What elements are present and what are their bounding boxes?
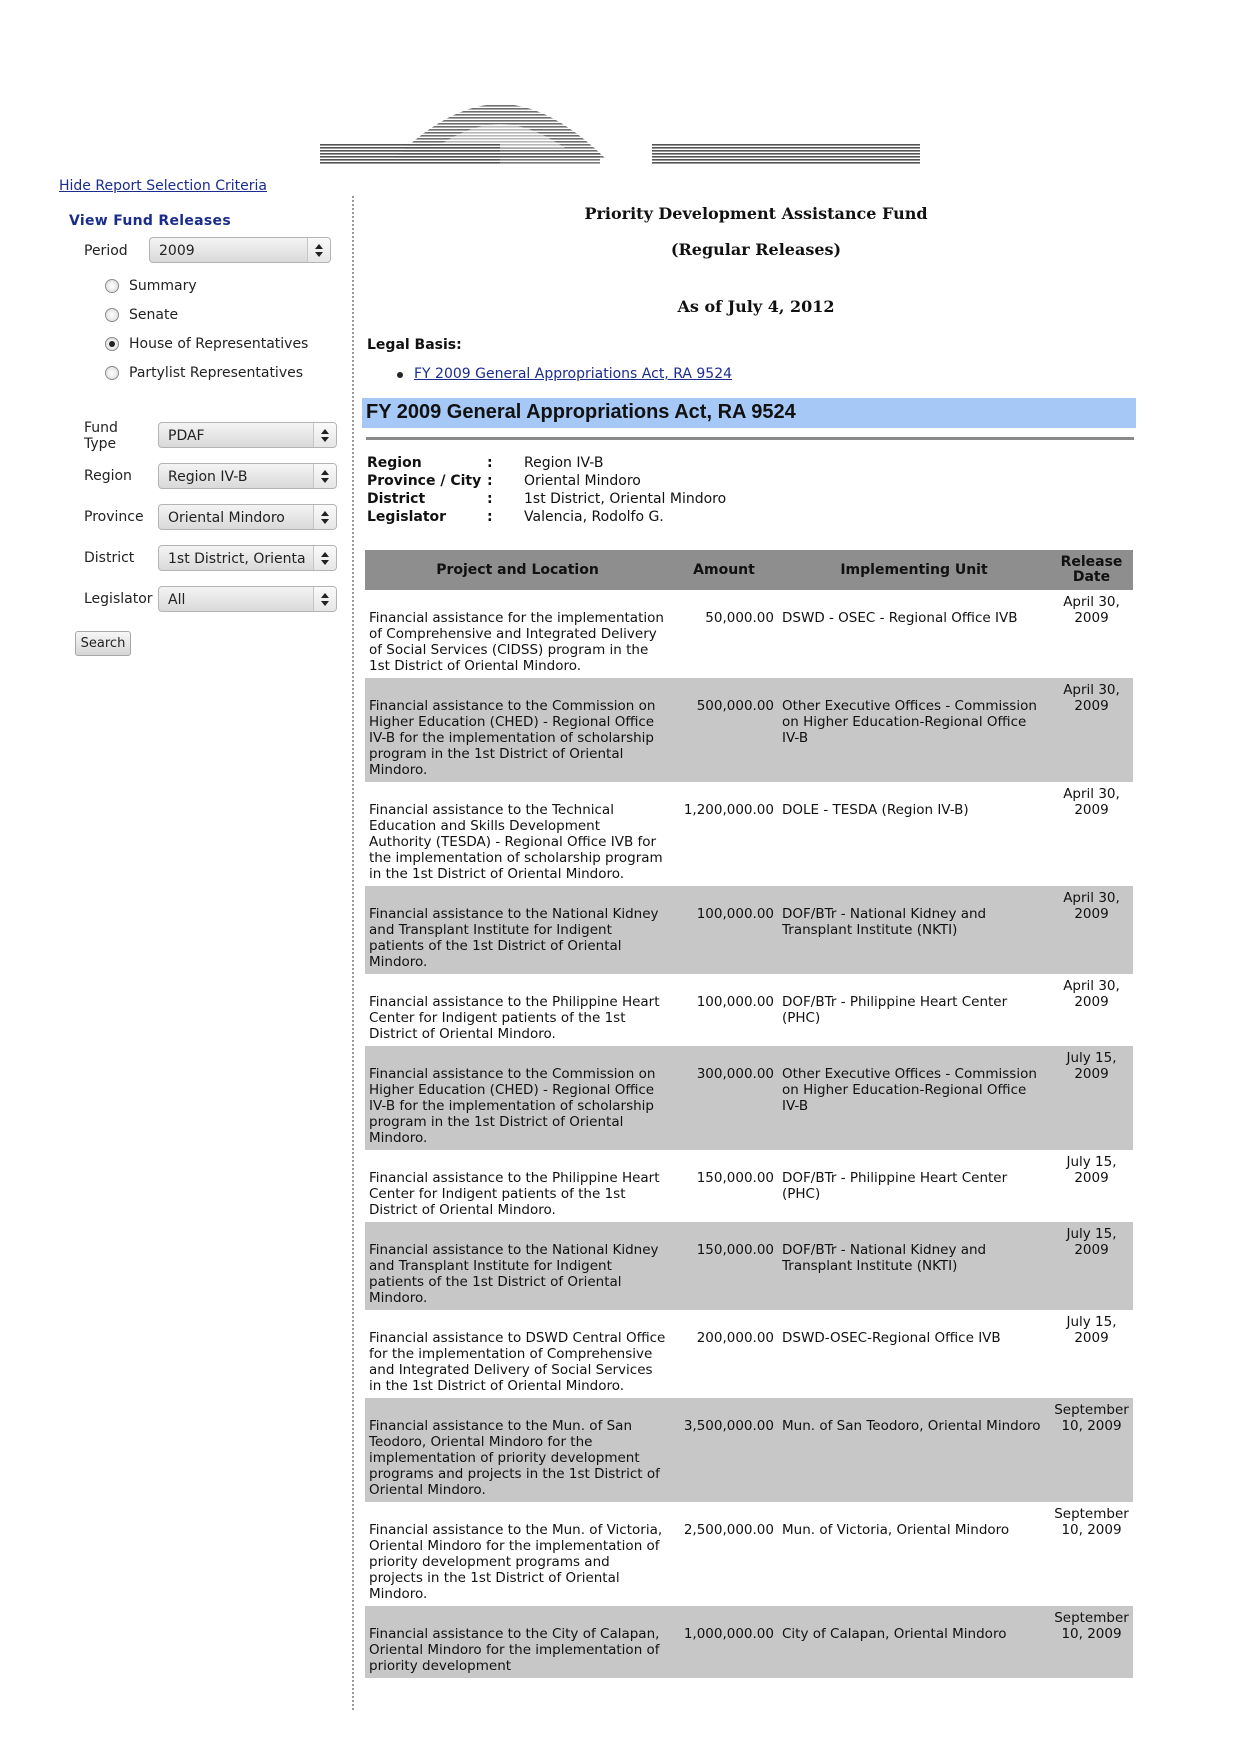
table-body	[365, 590, 1133, 1678]
cell-unit: DOF/BTr - National Kidney and Transplant Institute (NKTI)	[778, 1222, 1050, 1310]
radio-senate-icon	[105, 308, 119, 322]
district-select-arrows-icon	[313, 546, 336, 570]
table-row	[365, 678, 1133, 782]
fund-type-label-line2: Type	[84, 436, 117, 452]
info-colon: :	[487, 473, 493, 489]
cell-project: Financial assistance to the Commission on Higher Education (CHED) - Regional Office IV-B for the implementation of scholarship program in the 1st District of Oriental Mindoro.	[365, 1046, 670, 1150]
section-rule	[366, 437, 1134, 440]
cell-amount: 100,000.00	[670, 974, 778, 1046]
district-label: District	[84, 550, 135, 566]
table-row	[365, 1606, 1133, 1678]
radio-house-icon	[105, 337, 119, 351]
table-row	[365, 1150, 1133, 1222]
view-fund-releases-title: View Fund Releases	[69, 213, 231, 229]
cell-date: July 15, 2009	[1050, 1310, 1133, 1398]
cell-unit: DOF/BTr - Philippine Heart Center (PHC)	[778, 1150, 1050, 1222]
period-select-arrows-icon	[307, 238, 330, 262]
cell-unit: Other Executive Offices - Commission on Higher Education-Regional Office IV-B	[778, 678, 1050, 782]
header-banner-logo	[300, 96, 940, 182]
province-select[interactable]	[158, 504, 337, 530]
info-value: 1st District, Oriental Mindoro	[524, 491, 727, 507]
table-row	[365, 782, 1133, 886]
cell-amount: 3,500,000.00	[670, 1398, 778, 1502]
sidebar-divider	[352, 196, 354, 1710]
info-value: Oriental Mindoro	[524, 473, 641, 489]
table-row	[365, 1222, 1133, 1310]
cell-unit: DOF/BTr - National Kidney and Transplant Institute (NKTI)	[778, 886, 1050, 974]
cell-unit: Mun. of San Teodoro, Oriental Mindoro	[778, 1398, 1050, 1502]
info-key: Region	[367, 455, 422, 471]
table-row	[365, 974, 1133, 1046]
cell-project: Financial assistance to the Mun. of Victoria, Oriental Mindoro for the implementation of priority development programs and projects in the 1st District of Oriental Mindoro.	[365, 1502, 670, 1606]
cell-unit: Mun. of Victoria, Oriental Mindoro	[778, 1502, 1050, 1606]
radio-house-label: House of Representatives	[129, 336, 309, 352]
cell-amount: 2,500,000.00	[670, 1502, 778, 1606]
cell-amount: 500,000.00	[670, 678, 778, 782]
cell-project: Financial assistance to the City of Calapan, Oriental Mindoro for the implementation of priority development	[365, 1606, 670, 1678]
info-key: Legislator	[367, 509, 447, 525]
cell-date: April 30, 2009	[1050, 590, 1133, 678]
cell-unit: DSWD - OSEC - Regional Office IVB	[778, 590, 1050, 678]
cell-project: Financial assistance to the National Kidney and Transplant Institute for Indigent patients of the 1st District of Oriental Mindoro.	[365, 886, 670, 974]
info-colon: :	[487, 491, 493, 507]
cell-amount: 50,000.00	[670, 590, 778, 678]
info-key: Province / City	[367, 473, 482, 489]
legislator-select-arrows-icon	[313, 587, 336, 611]
cell-project: Financial assistance to the National Kidney and Transplant Institute for Indigent patients of the 1st District of Oriental Mindoro.	[365, 1222, 670, 1310]
legislator-select[interactable]	[158, 586, 337, 612]
province-value: Oriental Mindoro	[168, 510, 285, 526]
cell-date: July 15, 2009	[1050, 1046, 1133, 1150]
cell-unit: DSWD-OSEC-Regional Office IVB	[778, 1310, 1050, 1398]
info-colon: :	[487, 509, 493, 525]
cell-date: April 30, 2009	[1050, 678, 1133, 782]
cell-amount: 300,000.00	[670, 1046, 778, 1150]
column-header-amount: Amount	[670, 550, 778, 590]
region-value: Region IV-B	[168, 469, 248, 485]
table-row	[365, 1310, 1133, 1398]
legal-basis-label: Legal Basis:	[367, 337, 462, 353]
cell-project: Financial assistance to the Commission on Higher Education (CHED) - Regional Office IV-B for the implementation of scholarship program in the 1st District of Oriental Mindoro.	[365, 678, 670, 782]
cell-date: April 30, 2009	[1050, 974, 1133, 1046]
releases-table	[365, 550, 1133, 1678]
cell-amount: 100,000.00	[670, 886, 778, 974]
cell-project: Financial assistance to the Philippine Heart Center for Indigent patients of the 1st District of Oriental Mindoro.	[365, 1150, 670, 1222]
cell-date: September 10, 2009	[1050, 1606, 1133, 1678]
period-label: Period	[84, 243, 128, 259]
province-label: Province	[84, 509, 144, 525]
cell-amount: 200,000.00	[670, 1310, 778, 1398]
cell-project: Financial assistance for the implementation of Comprehensive and Integrated Delivery of Social Services (CIDSS) program in the 1st District of Oriental Mindoro.	[365, 590, 670, 678]
cell-amount: 150,000.00	[670, 1150, 778, 1222]
fund-type-label-line1: Fund	[84, 420, 118, 436]
fund-type-value: PDAF	[168, 428, 205, 444]
cell-date: September 10, 2009	[1050, 1398, 1133, 1502]
radio-summary-icon	[105, 279, 119, 293]
column-header-unit: Implementing Unit	[778, 550, 1050, 590]
report-title: Priority Development Assistance Fund	[584, 204, 928, 223]
cell-project: Financial assistance to the Philippine Heart Center for Indigent patients of the 1st District of Oriental Mindoro.	[365, 974, 670, 1046]
cell-amount: 1,200,000.00	[670, 782, 778, 886]
cell-date: September 10, 2009	[1050, 1502, 1133, 1606]
region-select[interactable]	[158, 463, 337, 489]
radio-partylist-label: Partylist Representatives	[129, 365, 304, 381]
cell-unit: Other Executive Offices - Commission on Higher Education-Regional Office IV-B	[778, 1046, 1050, 1150]
fund-type-select-arrows-icon	[313, 423, 336, 447]
section-header: FY 2009 General Appropriations Act, RA 9524	[362, 398, 1136, 428]
table-row	[365, 1502, 1133, 1606]
legal-basis-link[interactable]: FY 2009 General Appropriations Act, RA 9524	[414, 366, 733, 382]
fund-type-select[interactable]	[158, 422, 337, 448]
info-value: Valencia, Rodolfo G.	[524, 509, 664, 525]
region-select-arrows-icon	[313, 464, 336, 488]
province-select-arrows-icon	[313, 505, 336, 529]
fund-type-label	[84, 420, 118, 452]
radio-senate-label: Senate	[129, 307, 179, 323]
cell-date: July 15, 2009	[1050, 1222, 1133, 1310]
info-key: District	[367, 491, 426, 507]
cell-project: Financial assistance to the Technical Education and Skills Development Authority (TESDA) - Regional Office IVB for the implementation of scholarship program in the 1st District of Oriental Mindoro.	[365, 782, 670, 886]
hide-report-criteria-link[interactable]: Hide Report Selection Criteria	[59, 178, 267, 194]
cell-unit: DOLE - TESDA (Region IV-B)	[778, 782, 1050, 886]
table-row	[365, 886, 1133, 974]
table-row	[365, 590, 1133, 678]
cell-unit: City of Calapan, Oriental Mindoro	[778, 1606, 1050, 1678]
table-row	[365, 1398, 1133, 1502]
cell-date: April 30, 2009	[1050, 886, 1133, 974]
table-header-row	[365, 550, 1133, 590]
radio-summary-label: Summary	[129, 278, 197, 294]
legislator-value: All	[168, 592, 186, 608]
cell-date: April 30, 2009	[1050, 782, 1133, 886]
district-select[interactable]	[158, 545, 337, 571]
cell-date: July 15, 2009	[1050, 1150, 1133, 1222]
info-value: Region IV-B	[524, 455, 604, 471]
column-header-project: Project and Location	[365, 550, 670, 590]
period-select[interactable]	[149, 237, 331, 263]
report-subtitle: (Regular Releases)	[670, 240, 842, 259]
search-button[interactable]: Search	[75, 631, 131, 656]
region-label: Region	[84, 468, 132, 484]
bullet-icon	[397, 372, 403, 378]
legislator-label: Legislator	[84, 591, 153, 607]
radio-partylist-icon	[105, 366, 119, 380]
cell-amount: 1,000,000.00	[670, 1606, 778, 1678]
cell-unit: DOF/BTr - Philippine Heart Center (PHC)	[778, 974, 1050, 1046]
cell-amount: 150,000.00	[670, 1222, 778, 1310]
column-header-release-date: Release Date	[1050, 550, 1133, 590]
period-value: 2009	[159, 243, 195, 259]
report-as-of-date: As of July 4, 2012	[677, 297, 835, 316]
table-row	[365, 1046, 1133, 1150]
district-value: 1st District, Orienta	[168, 551, 306, 567]
info-colon: :	[487, 455, 493, 471]
cell-project: Financial assistance to the Mun. of San Teodoro, Oriental Mindoro for the implementation of priority development programs and projects in the 1st District of Oriental Mindoro.	[365, 1398, 670, 1502]
cell-project: Financial assistance to DSWD Central Office for the implementation of Comprehensive and Integrated Delivery of Social Services in the 1st District of Oriental Mindoro.	[365, 1310, 670, 1398]
